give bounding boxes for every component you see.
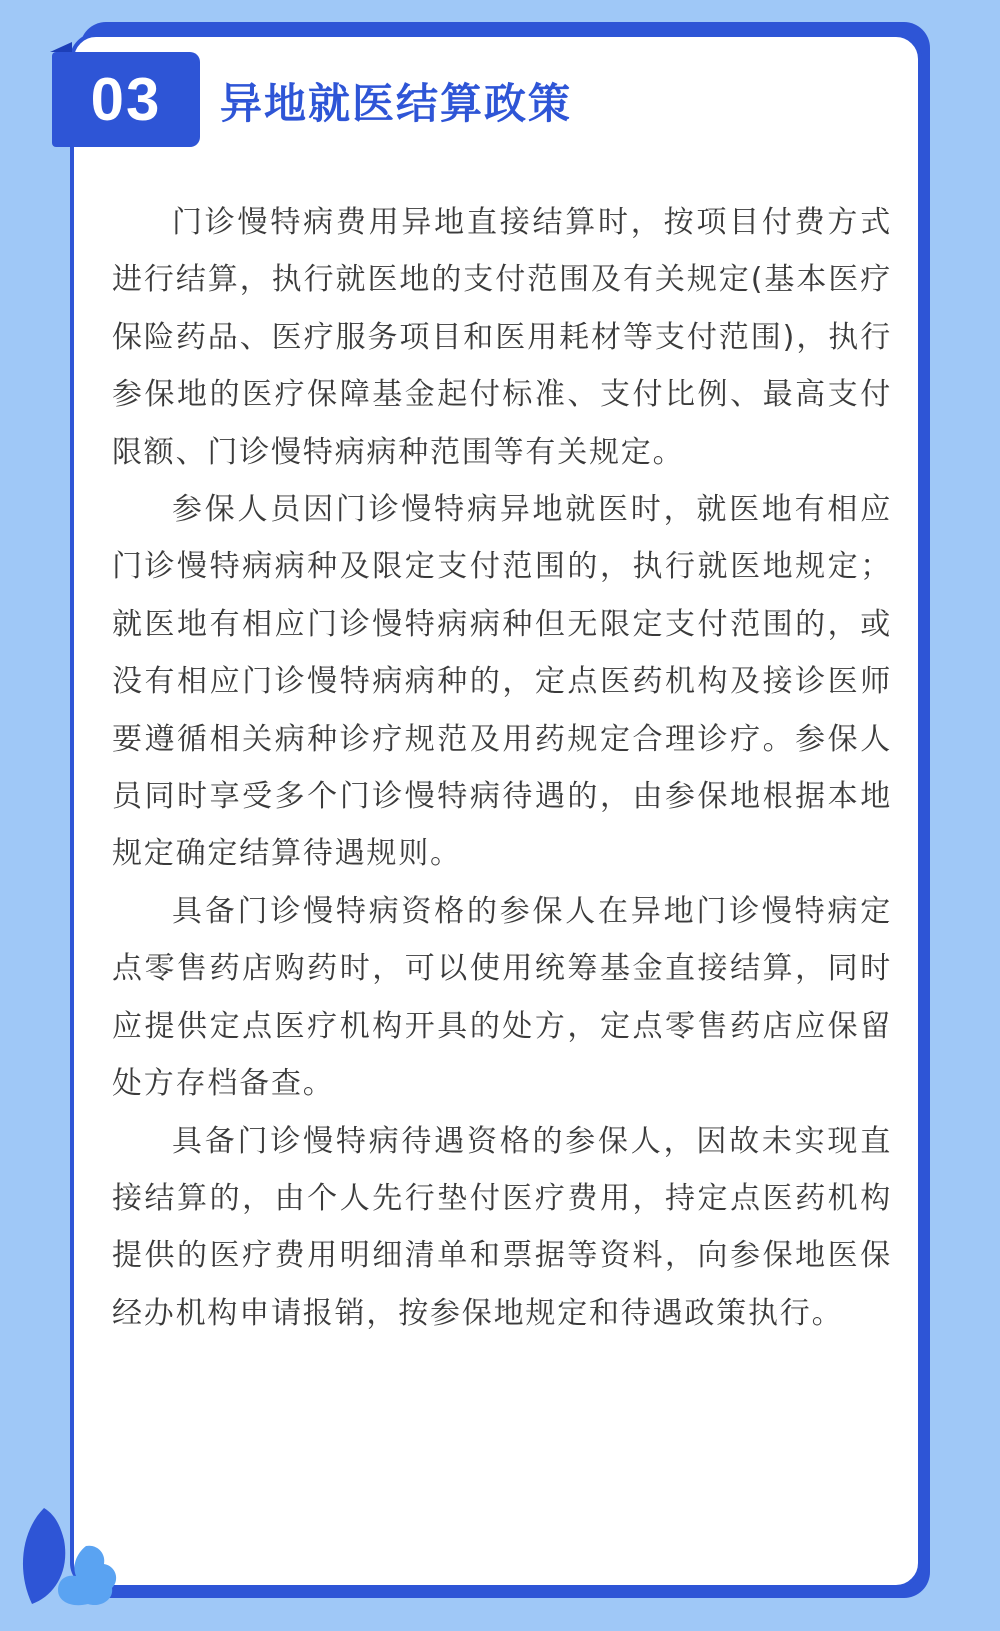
paragraph-1: 门诊慢特病费用异地直接结算时，按项目付费方式进行结算，执行就医地的支付范围及有关规定(基本医疗保险药品、医疗服务项目和医用耗材等支付范围)，执行参保地的医疗保障基金起付标准、支付比例、最高支付限额、门诊慢特病病种范围等有关规定。 <box>112 205 892 470</box>
leaf-light-shape <box>58 1546 116 1605</box>
paragraph-4: 具备门诊慢特病待遇资格的参保人，因故未实现直接结算的，由个人先行垫付医疗费用，持定点医药机构提供的医疗费用明细清单和票据等资料，向参保地医保经办机构申请报销，按参保地规定和待遇政策执行。 <box>112 1123 892 1331</box>
leaf-icon <box>14 1500 124 1610</box>
paragraph-3: 具备门诊慢特病资格的参保人在异地门诊慢特病定点零售药店购药时，可以使用统筹基金直接结算，同时应提供定点医疗机构开具的处方，定点零售药店应保留处方存档备查。 <box>112 893 892 1102</box>
article-body <box>112 194 892 1342</box>
badge-fold <box>50 42 72 52</box>
section-title: 异地就医结算政策 <box>220 79 573 128</box>
section-number-badge <box>52 52 200 147</box>
section-number: 03 <box>90 66 162 133</box>
paragraph-2: 参保人员因门诊慢特病异地就医时，就医地有相应门诊慢特病病种及限定支付范围的，执行就医地规定；就医地有相应门诊慢特病病种但无限定支付范围的，或没有相应门诊慢特病病种的，定点医药机构及接诊医师要遵循相关病种诊疗规范及用药规定合理诊疗。参保人员同时享受多个门诊慢特病待遇的，由参保地根据本地规定确定结算待遇规则。 <box>112 492 892 872</box>
